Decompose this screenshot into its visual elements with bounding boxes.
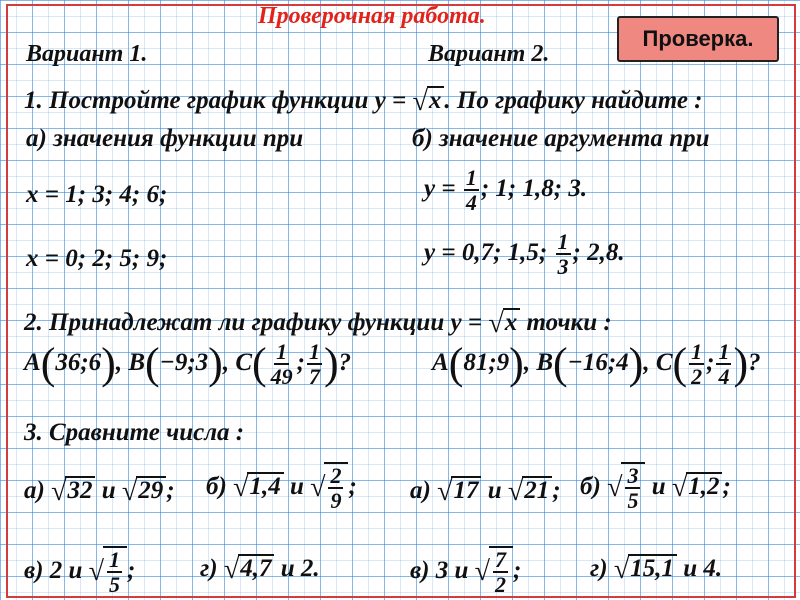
fraction: $\frac{1}{2}$ bbox=[691, 339, 703, 390]
variant-1-heading: Вариант 1. bbox=[26, 41, 148, 67]
sqrt-icon: √ bbox=[607, 471, 623, 503]
fraction: $\frac{1}{5}$ bbox=[109, 547, 121, 598]
task-3-v1-c: в) 2 и √ $\frac{1}{5}$ ; bbox=[24, 547, 136, 598]
sqrt-icon: √ bbox=[412, 86, 428, 117]
variant-2-heading: Вариант 2. bbox=[428, 41, 550, 67]
task-1-statement: 1. Постройте график функции y = √x . По графику найдите : bbox=[24, 86, 703, 117]
task-1-v2-line-2: y = 0,7; 1,5; $\frac{1}{3}$ ; 2,8. bbox=[424, 229, 625, 280]
fraction: $\frac{1}{4}$ bbox=[718, 339, 730, 390]
task-2-statement: 2. Принадлежат ли графику функции y = √x точки : bbox=[24, 308, 612, 339]
fraction: $\frac{3}{5}$ bbox=[627, 463, 639, 514]
task-3-heading: 3. Сравните числа : bbox=[24, 419, 245, 446]
task-1-v1-line-2: x = 0; 2; 5; 9; bbox=[26, 245, 168, 272]
check-button[interactable]: Проверка. bbox=[617, 16, 779, 62]
sqrt-icon: √ bbox=[488, 308, 504, 339]
sqrt-icon: √ bbox=[437, 476, 453, 507]
sqrt-icon: √ bbox=[310, 471, 326, 503]
fraction: $\frac{1}{3}$ bbox=[557, 229, 569, 280]
sqrt-icon: √ bbox=[474, 555, 491, 587]
task-3-v1-a: а) √32 и √29 ; bbox=[24, 476, 175, 507]
fraction: $\frac{1}{4}$ bbox=[465, 165, 477, 216]
sqrt-icon: √ bbox=[233, 471, 249, 503]
task-3-v2-c: в) 3 и √ $\frac{7}{2}$ ; bbox=[410, 547, 522, 598]
task-1-part-b: б) значение аргумента при bbox=[412, 125, 710, 152]
sqrt-icon: √ bbox=[121, 476, 138, 507]
fraction: $\frac{7}{2}$ bbox=[495, 547, 507, 598]
task-1-v1-line-1: x = 1; 3; 4; 6; bbox=[26, 181, 168, 208]
sqrt-icon: √ bbox=[51, 476, 67, 507]
task-1-part-a: а) значения функции при bbox=[26, 125, 304, 152]
sqrt-icon: √ bbox=[613, 554, 630, 585]
task-3-v1-b: б) √1,4 и √ $\frac{2}{9}$ ; bbox=[206, 463, 357, 514]
task-3-v2-a: а) √17 и √21 ; bbox=[410, 476, 561, 507]
sqrt-icon: √ bbox=[507, 476, 524, 507]
fraction: $\frac{1}{7}$ bbox=[308, 339, 320, 390]
sqrt-icon: √ bbox=[671, 471, 688, 503]
fraction: $\frac{1}{49}$ bbox=[270, 339, 293, 390]
task-3-v1-d: г) √4,7 и 2. bbox=[200, 554, 320, 585]
task-3-v2-b: б) √ $\frac{3}{5}$ и √1,2 ; bbox=[580, 463, 731, 514]
task-2-v2-points: A(81;9), B(−16;4), C( $\frac{1}{2}$ ; $\frac{1}{4}$ )? bbox=[432, 339, 761, 390]
fraction: $\frac{2}{9}$ bbox=[330, 463, 342, 514]
task-1-v2-line-1: y = $\frac{1}{4}$ ; 1; 1,8; 3. bbox=[424, 165, 588, 216]
sqrt-icon: √ bbox=[223, 554, 240, 585]
sqrt-icon: √ bbox=[88, 555, 105, 587]
task-2-v1-points: A(36;6), B(−9;3), C( $\frac{1}{49}$ ; $\frac{1}{7}$ )? bbox=[24, 339, 352, 390]
task-3-v2-d: г) √15,1 и 4. bbox=[590, 554, 723, 585]
page-title: Проверочная работа. bbox=[258, 3, 486, 29]
